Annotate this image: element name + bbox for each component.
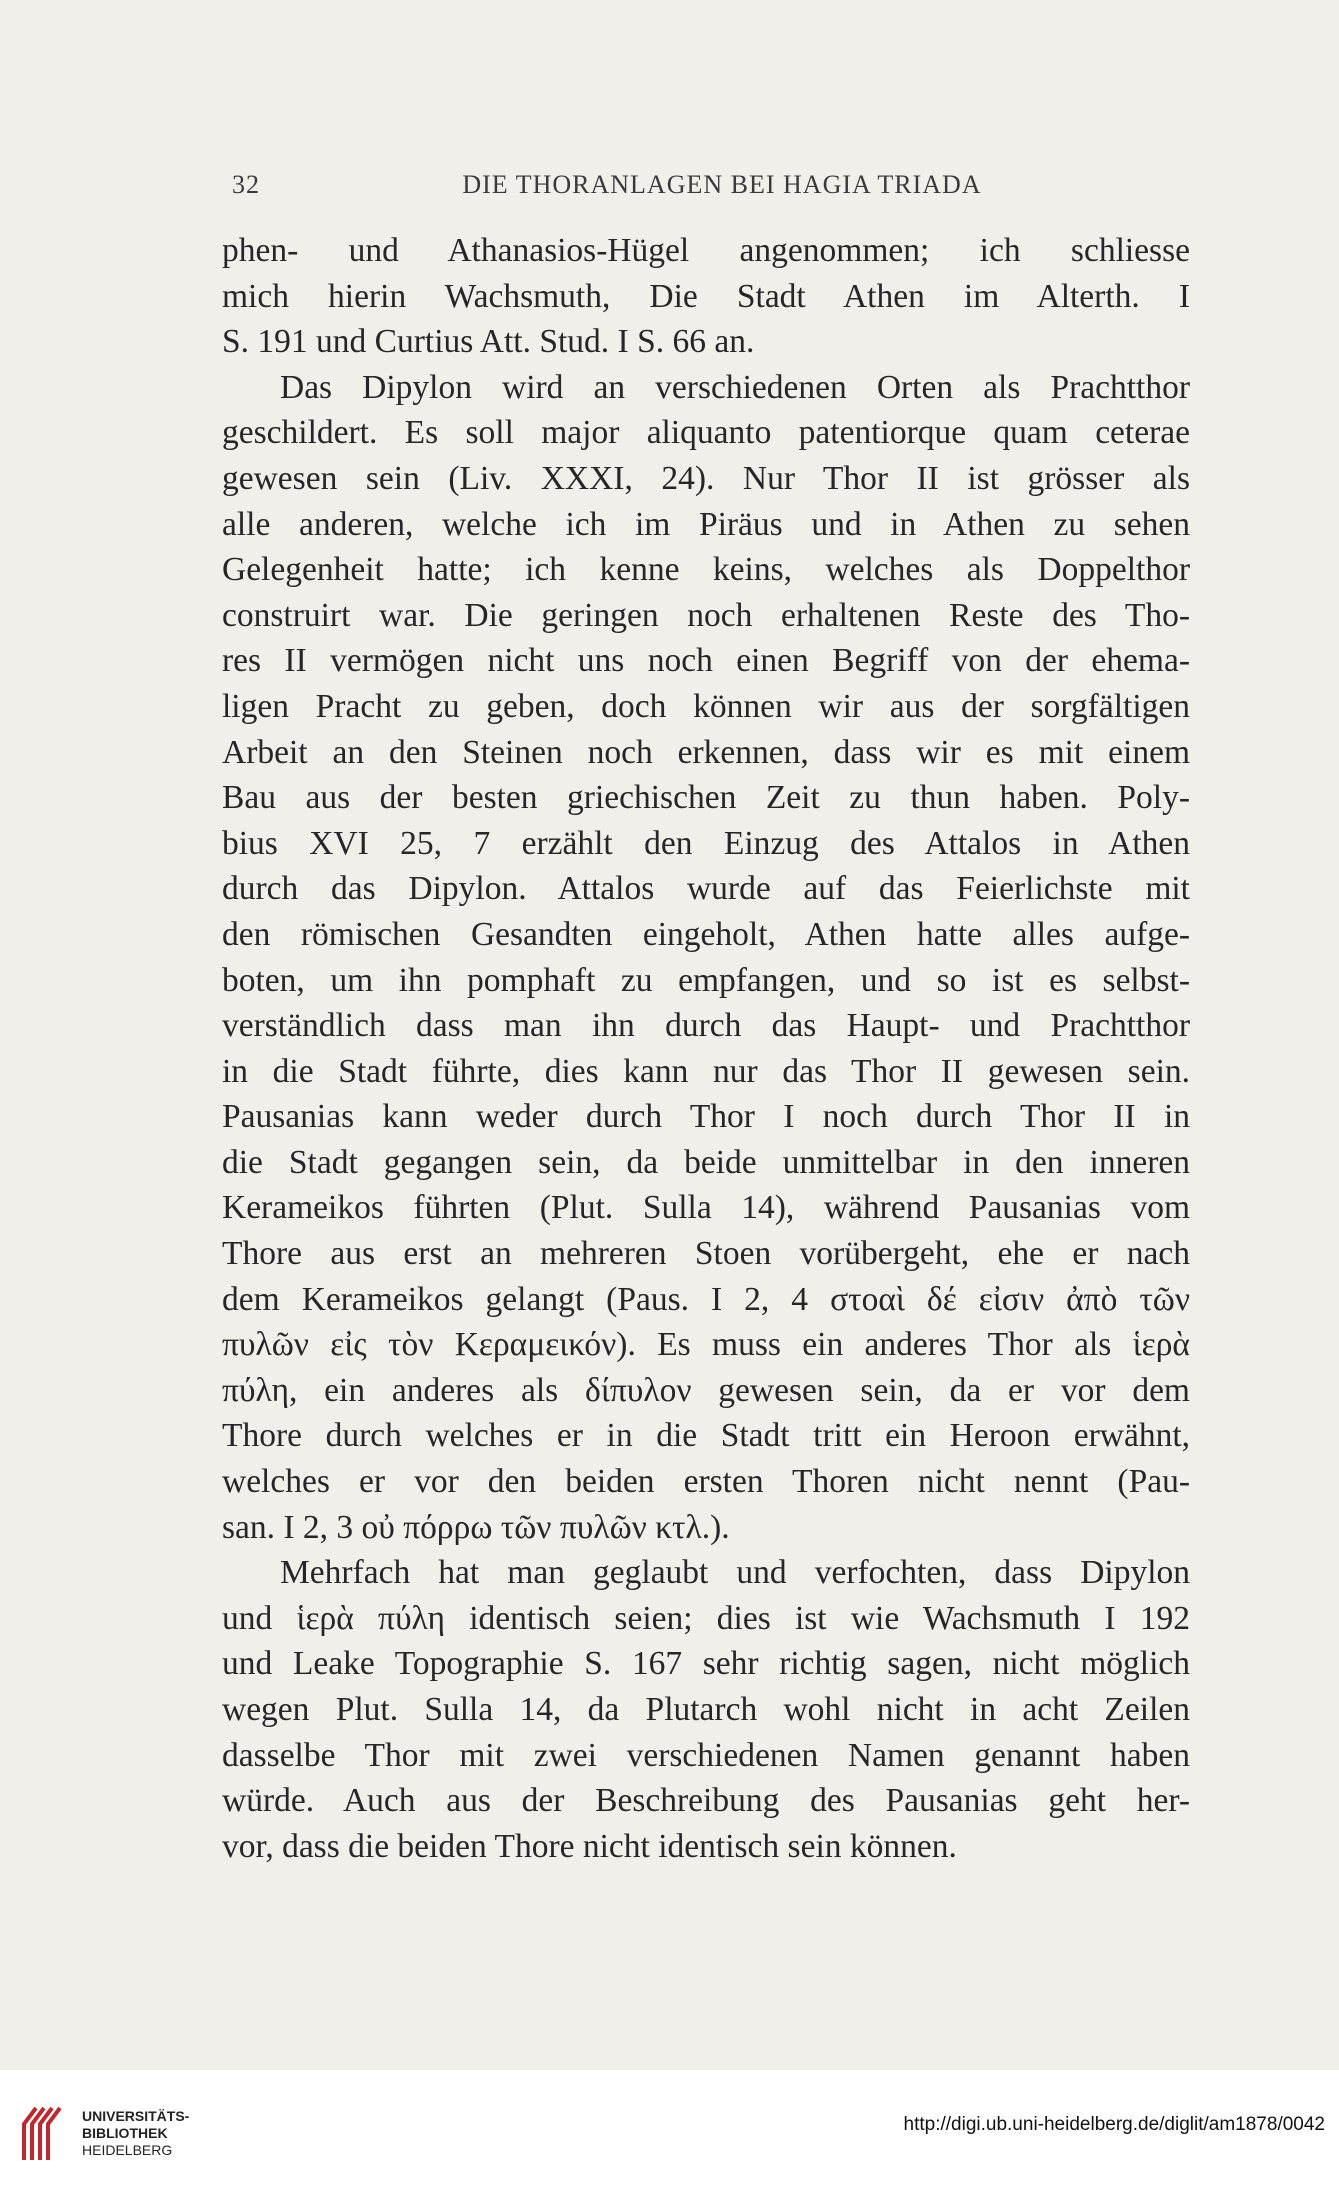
library-name-line: UNIVERSITÄTS- — [82, 2108, 190, 2124]
paragraph — [222, 365, 1190, 1550]
library-name-line: HEIDELBERG — [82, 2142, 173, 2158]
source-url-link[interactable]: http://digi.ub.uni-heidelberg.de/diglit/am1878/0042 — [903, 2114, 1325, 2135]
text-line: Kerameikos führten (Plut. Sulla 14), während Pausanias vom — [222, 1189, 1190, 1227]
text-line: Bau aus der besten griechischen Zeit zu thun haben. Poly- — [222, 779, 1190, 817]
text-line: gewesen sein (Liv. XXXI, 24). Nur Thor II ist grösser als — [222, 459, 1190, 497]
text-line: vor, dass die beiden Thore nicht identisch sein können. — [222, 1827, 957, 1865]
text-line: wegen Plut. Sulla 14, da Plutarch wohl nicht in acht Zeilen — [222, 1691, 1190, 1728]
text-line: πύλη, ein anderes als δίπυλον gewesen sein, da er vor dem — [222, 1371, 1190, 1409]
text-line: welches er vor den beiden ersten Thoren nicht nennt (Pau- — [222, 1463, 1190, 1501]
text-line: S. 191 und Curtius Att. Stud. I S. 66 an. — [222, 323, 755, 361]
text-line: ligen Pracht zu geben, doch können wir aus der sorgfältigen — [222, 687, 1190, 725]
library-name-line: BIBLIOTHEK — [82, 2125, 168, 2141]
text-line: res II vermögen nicht uns noch einen Begriff von der ehema- — [222, 642, 1190, 680]
paragraph — [222, 1550, 1190, 1869]
text-line: verständlich dass man ihn durch das Haupt- und Prachtthor — [222, 1007, 1190, 1045]
text-line: construirt war. Die geringen noch erhaltenen Reste des Tho- — [222, 596, 1190, 634]
text-line: Pausanias kann weder durch Thor I noch durch Thor II in — [222, 1098, 1190, 1136]
page-number: 32 — [232, 170, 260, 199]
text-line: Thore durch welches er in die Stadt tritt ein Heroon erwähnt, — [222, 1417, 1190, 1455]
text-line: geschildert. Es soll major aliquanto patentiorque quam ceterae — [222, 414, 1190, 452]
text-line: durch das Dipylon. Attalos wurde auf das Feierlichste mit — [222, 870, 1190, 908]
text-line: und Leake Topographie S. 167 sehr richtig sagen, nicht möglich — [222, 1645, 1190, 1683]
text-line: würde. Auch aus der Beschreibung des Pausanias geht her- — [222, 1782, 1190, 1820]
text-line: dasselbe Thor mit zwei verschiedenen Namen genannt haben — [222, 1736, 1190, 1774]
library-logo-icon — [14, 2102, 74, 2166]
text-line: den römischen Gesandten eingeholt, Athen hatte alles aufge- — [222, 915, 1190, 953]
text-line: Das Dipylon wird an verschiedenen Orten als Prachtthor — [280, 368, 1190, 406]
text-line: boten, um ihn pomphaft zu empfangen, und so ist es selbst- — [222, 961, 1190, 999]
running-title: DIE THORANLAGEN BEI HAGIA TRIADA — [462, 170, 982, 199]
text-line: Thore aus erst an mehreren Stoen vorübergeht, ehe er nach — [222, 1235, 1190, 1273]
text-line: und ἱερὰ πύλη identisch seien; dies ist wie Wachsmuth I 192 — [222, 1599, 1190, 1637]
page-header — [232, 170, 1212, 206]
text-line: in die Stadt führte, dies kann nur das Thor II gewesen sein. — [222, 1052, 1190, 1090]
library-name — [82, 2108, 189, 2159]
text-line: Arbeit an den Steinen noch erkennen, dass wir es mit einem — [222, 733, 1190, 771]
text-line: πυλῶν εἰς τὸν Κεραμεικόν). Es muss ein anderes Thor als ἱερὰ — [222, 1326, 1190, 1364]
text-line: die Stadt gegangen sein, da beide unmittelbar in den inneren — [222, 1143, 1190, 1181]
text-line: Mehrfach hat man geglaubt und verfochten, dass Dipylon — [280, 1554, 1190, 1592]
body-text — [222, 228, 1190, 1869]
digitization-footer — [0, 2070, 1339, 2200]
text-line: alle anderen, welche ich im Piräus und in Athen zu sehen — [222, 505, 1190, 543]
paragraph — [222, 228, 1190, 365]
text-line: mich hierin Wachsmuth, Die Stadt Athen im Alterth. I — [222, 277, 1190, 315]
text-line: bius XVI 25, 7 erzählt den Einzug des Attalos in Athen — [222, 824, 1190, 862]
text-line: Gelegenheit hatte; ich kenne keins, welches als Doppelthor — [222, 551, 1190, 589]
text-line: san. I 2, 3 οὐ πόρρω τῶν πυλῶν κτλ.). — [222, 1508, 730, 1546]
text-line: dem Kerameikos gelangt (Paus. I 2, 4 στοαὶ δέ εἰσιν ἀπὸ τῶν — [222, 1280, 1190, 1318]
text-line: phen- und Athanasios-Hügel angenommen; ich schliesse — [222, 232, 1190, 269]
